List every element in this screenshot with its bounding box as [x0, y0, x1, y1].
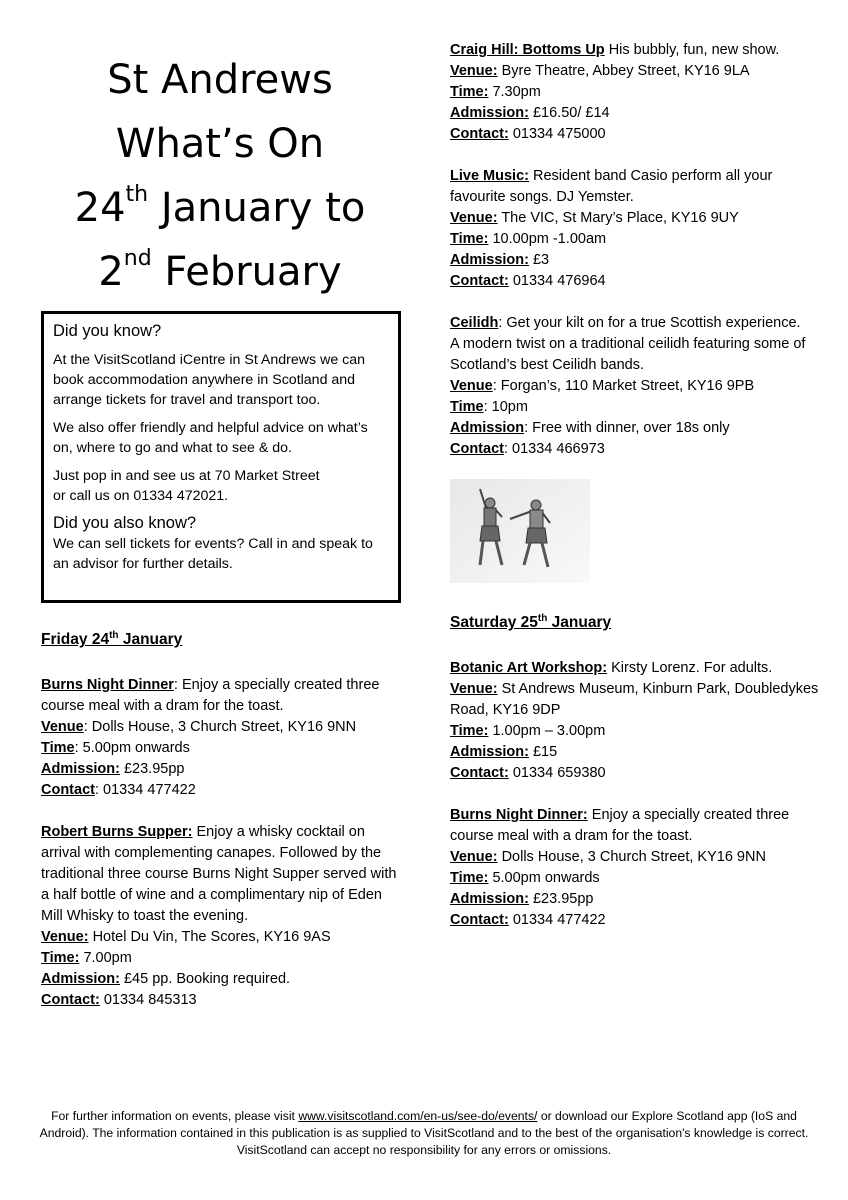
- event-live-music: [450, 166, 810, 292]
- info-paragraph-1: At the VisitScotland iCentre in St Andrews we can book accommodation anywhere in Scotland and arrange tickets for travel and transport too.: [53, 352, 366, 408]
- event-name: Craig Hill: Bottoms Up: [450, 42, 605, 58]
- event-name: Live Music:: [450, 168, 529, 184]
- footer-text-b: or download our Explore Scotland app (IoS and Android). The information contained in this publication is as supplied to VisitScotland and to the best of the organisation's knowledge is correct. VisitScotland can accept no responsibility for any errors or omissions.: [39, 1109, 809, 1157]
- event-name: Botanic Art Workshop:: [450, 660, 608, 676]
- event-summary: Botanic Art Workshop: Kirsty Lorenz. For adults.: [450, 660, 773, 676]
- event-burns-night-dinner-sat: [450, 805, 820, 931]
- event-venue: Venue: Hotel Du Vin, The Scores, KY16 9AS: [41, 929, 331, 945]
- event-summary: Burns Night Dinner: Enjoy a specially created three course meal with a dram for the toast.: [450, 807, 790, 844]
- did-you-know-box: [41, 311, 401, 603]
- event-time: Time: 1.00pm – 3.00pm: [450, 723, 606, 739]
- info-question-1: Did you know?: [53, 322, 162, 340]
- event-time: Time: 10pm: [450, 399, 528, 415]
- event-summary: Robert Burns Supper: Enjoy a whisky cocktail on arrival with complementing canapes. Followed by the traditional three course Burns Night Supper served with a half bottle of wine and a complimentary nip of Eden Mill Whisky to toast the evening.: [41, 824, 397, 924]
- event-time: Time: 5.00pm onwards: [41, 740, 190, 756]
- ceilidh-dancers-illustration: [450, 479, 590, 583]
- event-time: Time: 10.00pm -1.00am: [450, 231, 607, 247]
- event-time: Time: 7.00pm: [41, 950, 132, 966]
- event-summary: Burns Night Dinner: Enjoy a specially created three course meal with a dram for the toast.: [41, 677, 380, 714]
- event-venue: Venue: St Andrews Museum, Kinburn Park, Doubledykes Road, KY16 9DP: [450, 681, 819, 718]
- event-venue: Venue: Byre Theatre, Abbey Street, KY16 9LA: [450, 63, 750, 79]
- event-admission: Admission: £45 pp. Booking required.: [41, 971, 291, 987]
- event-contact: Contact: 01334 659380: [450, 765, 606, 781]
- footer-text-a: For further information on events, please visit: [51, 1109, 299, 1123]
- event-contact: Contact: 01334 475000: [450, 126, 606, 142]
- event-admission: Admission: £3: [450, 252, 550, 268]
- page-title: [40, 48, 400, 304]
- saturday-heading: Saturday 25th January: [450, 613, 612, 631]
- event-name: Robert Burns Supper:: [41, 824, 193, 840]
- friday-column: [41, 629, 401, 1032]
- saturday-column: [450, 612, 820, 952]
- event-summary: Ceilidh: Get your kilt on for a true Scottish experience. A modern twist on a traditional ceilidh featuring some of Scotland’s best Ceilidh bands.: [450, 315, 806, 373]
- right-column-top: [450, 40, 810, 481]
- event-venue: Venue: The VIC, St Mary’s Place, KY16 9UY: [450, 210, 739, 226]
- info-paragraph-2: We also offer friendly and helpful advice on what’s on, where to go and what to see & do.: [53, 420, 368, 456]
- event-contact: Contact: 01334 477422: [450, 912, 606, 928]
- event-time: Time: 5.00pm onwards: [450, 870, 600, 886]
- event-contact: Contact: 01334 477422: [41, 782, 196, 798]
- event-contact: Contact: 01334 466973: [450, 441, 605, 457]
- event-venue: Venue: Dolls House, 3 Church Street, KY16 9NN: [41, 719, 357, 735]
- event-contact: Contact: 01334 476964: [450, 273, 606, 289]
- event-name: Ceilidh: [450, 315, 499, 331]
- event-admission: Admission: Free with dinner, over 18s only: [450, 420, 730, 436]
- friday-heading: Friday 24th January: [41, 630, 183, 648]
- event-craig-hill: [450, 40, 810, 145]
- event-time: Time: 7.30pm: [450, 84, 541, 100]
- event-name: Burns Night Dinner: [41, 677, 174, 693]
- event-admission: Admission: £16.50/ £14: [450, 105, 610, 121]
- event-admission: Admission: £23.95pp: [41, 761, 185, 777]
- title-line-1: St Andrews: [107, 57, 333, 103]
- event-contact: Contact: 01334 845313: [41, 992, 197, 1008]
- title-line-3: 24th January to: [74, 182, 366, 231]
- footer-disclaimer: [30, 1108, 818, 1159]
- event-venue: Venue: Forgan’s, 110 Market Street, KY16 9PB: [450, 378, 755, 394]
- event-burns-night-dinner-fri: [41, 675, 401, 801]
- event-summary: Live Music: Resident band Casio perform all your favourite songs. DJ Yemster.: [450, 168, 773, 205]
- event-venue: Venue: Dolls House, 3 Church Street, KY16 9NN: [450, 849, 766, 865]
- info-question-2: Did you also know?: [53, 514, 197, 532]
- title-line-2: What’s On: [115, 121, 325, 167]
- event-admission: Admission: £15: [450, 744, 558, 760]
- info-paragraph-4: We can sell tickets for events? Call in and speak to an advisor for further details.: [53, 536, 373, 572]
- event-botanic-art-workshop: [450, 658, 820, 784]
- footer-events-link[interactable]: www.visitscotland.com/en-us/see-do/events/: [298, 1109, 538, 1123]
- event-admission: Admission: £23.95pp: [450, 891, 594, 907]
- info-paragraph-3: Just pop in and see us at 70 Market Street or call us on 01334 472021.: [53, 468, 320, 504]
- event-ceilidh: [450, 313, 810, 460]
- event-robert-burns-supper: [41, 822, 401, 1011]
- event-name: Burns Night Dinner:: [450, 807, 588, 823]
- title-line-4: 2nd February: [98, 246, 342, 295]
- event-summary: Craig Hill: Bottoms Up His bubbly, fun, new show.: [450, 42, 780, 58]
